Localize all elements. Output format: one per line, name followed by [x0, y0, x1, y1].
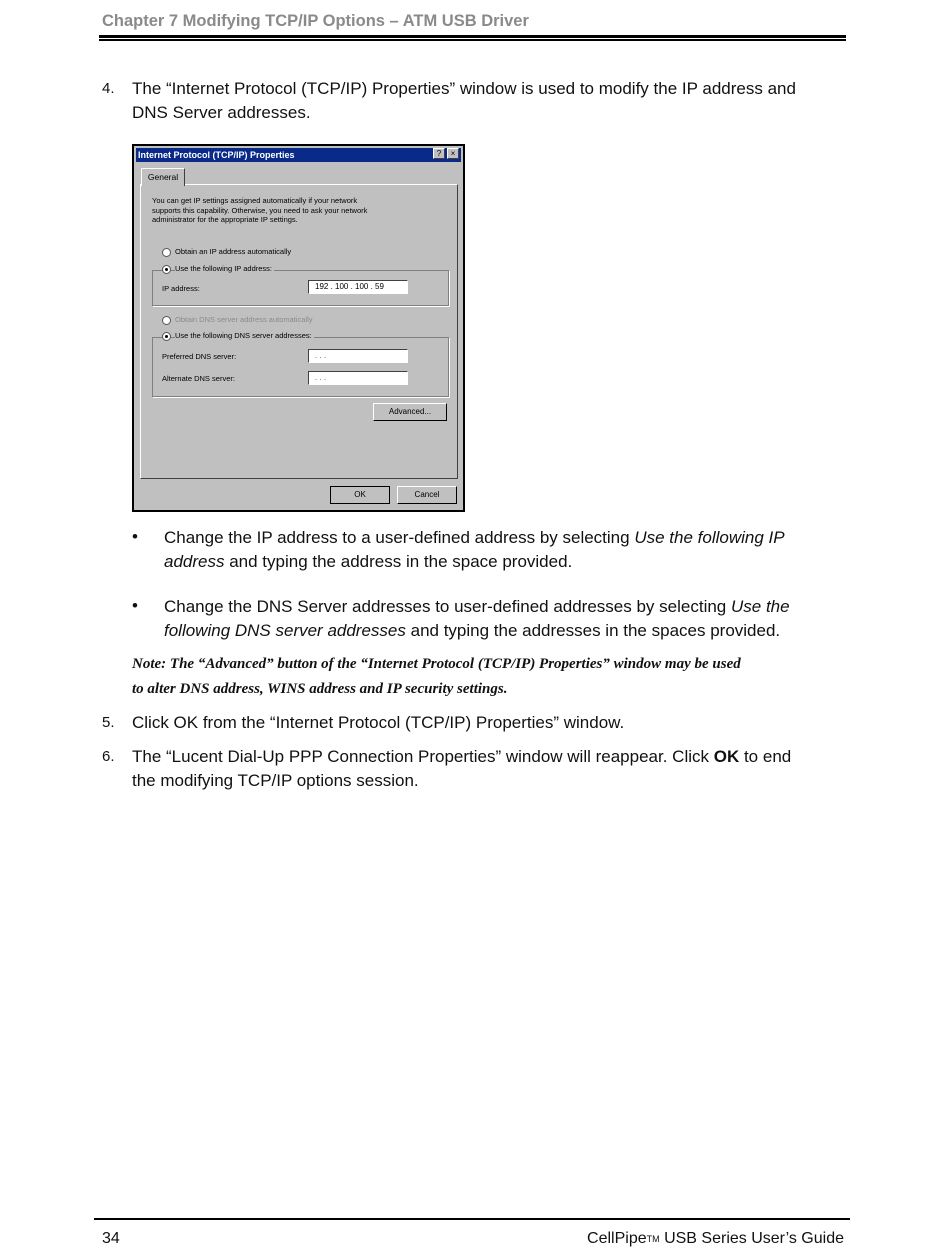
preferred-dns-label: Preferred DNS server:: [162, 352, 237, 361]
description-line-3: administrator for the appropriate IP settings.: [152, 215, 298, 224]
bullet-1-dot: •: [132, 527, 138, 546]
tcpip-properties-dialog: [132, 144, 465, 512]
step-4-line-2: DNS Server addresses.: [132, 103, 311, 122]
radio-use-ip-label: Use the following IP address:: [175, 264, 272, 273]
bullet-2-italic-2: following DNS server addresses: [164, 621, 406, 640]
bullet-1-italic-2: address: [164, 552, 225, 571]
help-button[interactable]: ?: [433, 148, 445, 159]
cancel-button[interactable]: Cancel: [397, 486, 457, 504]
ip-address-input[interactable]: 192 . 100 . 100 . 59: [308, 280, 408, 294]
alternate-dns-input[interactable]: . . .: [308, 371, 408, 385]
bullet-1-text: Change the IP address to a user-defined address by selecting: [164, 528, 635, 547]
bullet-2-italic: Use the: [730, 597, 790, 616]
radio-use-dns[interactable]: [162, 332, 171, 341]
footer-guide-title: [587, 1230, 844, 1248]
bullet-2-line-2: [164, 619, 780, 643]
guide-name: USB Series User’s Guide: [659, 1230, 844, 1247]
step-6-bold: OK: [713, 747, 740, 766]
bullet-1-line-1: [164, 526, 785, 550]
footer-rule: [94, 1218, 850, 1220]
bullet-1-italic: Use the following IP: [634, 528, 785, 547]
note-line-2: to alter DNS address, WINS address and IP security settings.: [132, 681, 508, 697]
note-line-1: Note: The “Advanced” button of the “Internet Protocol (TCP/IP) Properties” window may be used: [132, 656, 741, 672]
header-rule: [99, 35, 846, 38]
page-number: 34: [102, 1230, 120, 1247]
close-button[interactable]: ×: [447, 148, 459, 159]
radio-obtain-dns-label: Obtain DNS server address automatically: [175, 315, 313, 324]
description-line-2: supports this capability. Otherwise, you need to ask your network: [152, 205, 368, 215]
trademark: TM: [646, 1234, 660, 1244]
chapter-header: Chapter 7 Modifying TCP/IP Options – ATM USB Driver: [102, 12, 529, 30]
tab-general[interactable]: General: [141, 168, 185, 186]
dns-group: [152, 337, 449, 397]
radio-obtain-ip-label: Obtain an IP address automatically: [175, 247, 292, 256]
header-rule-secondary: [99, 39, 846, 41]
bullet-1-line-2: [164, 550, 572, 574]
step-5-text: Click OK from the “Internet Protocol (TCP/IP) Properties” window.: [132, 713, 625, 732]
bullet-2-line-1: [164, 595, 790, 619]
bullet-2-text: Change the DNS Server addresses to user-defined addresses by selecting: [164, 597, 731, 616]
dialog-description: [152, 196, 420, 225]
alternate-dns-label: Alternate DNS server:: [162, 374, 235, 383]
bullet-2-dot: •: [132, 596, 138, 615]
bullet-2-text-2: and typing the addresses in the spaces provided.: [405, 621, 781, 640]
preferred-dns-input[interactable]: . . .: [308, 349, 408, 363]
radio-use-ip[interactable]: [162, 265, 171, 274]
dialog-title: Internet Protocol (TCP/IP) Properties: [138, 150, 295, 160]
radio-use-dns-label: Use the following DNS server addresses:: [175, 331, 312, 340]
radio-obtain-ip[interactable]: [162, 248, 171, 257]
ip-address-label: IP address:: [162, 284, 200, 293]
step-4-line-1: The “Internet Protocol (TCP/IP) Properties” window is used to modify the IP address and: [132, 79, 796, 98]
step-6-number: 6.: [102, 748, 115, 765]
brand-name: CellPipe: [587, 1230, 647, 1247]
step-5-number: 5.: [102, 714, 115, 731]
step-6-text-end: to end: [739, 747, 792, 766]
step-4-number: 4.: [102, 80, 115, 97]
step-6-line-2: the modifying TCP/IP options session.: [132, 771, 419, 790]
ok-button[interactable]: OK: [330, 486, 390, 504]
dialog-title-bar: [136, 148, 461, 162]
advanced-button[interactable]: Advanced...: [373, 403, 447, 421]
step-6-line-1: [132, 745, 791, 769]
step-6-text: The “Lucent Dial-Up PPP Connection Properties” window will reappear. Click: [132, 747, 714, 766]
bullet-1-text-2: and typing the address in the space provided.: [224, 552, 573, 571]
description-line-1: You can get IP settings assigned automatically if your network: [152, 196, 358, 205]
radio-obtain-dns[interactable]: [162, 316, 171, 325]
